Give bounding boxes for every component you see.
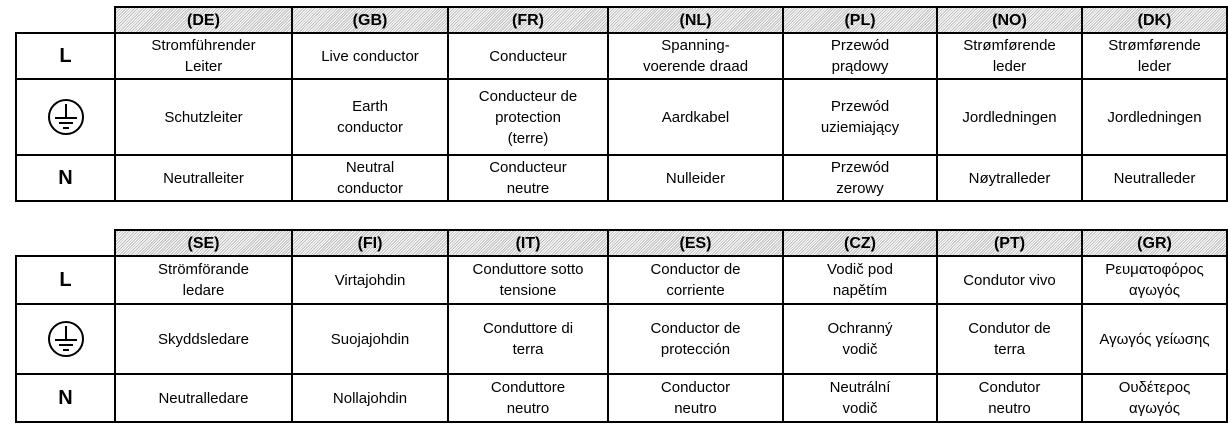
translation-cell: Jordledningen (937, 79, 1082, 155)
translation-cell: Conducteur (448, 33, 608, 79)
language-header: (PT) (937, 230, 1082, 256)
neutral-symbol: N (16, 155, 115, 201)
translation-cell: Suojajohdin (292, 304, 448, 374)
translation-cell: Earth conductor (292, 79, 448, 155)
protective-earth-icon (47, 98, 85, 136)
translation-cell: Conductor neutro (608, 374, 783, 422)
language-header: (ES) (608, 230, 783, 256)
language-header: (NO) (937, 7, 1082, 33)
language-header: (GR) (1082, 230, 1227, 256)
translation-cell: Strömförande ledare (115, 256, 292, 304)
language-header: (GB) (292, 7, 448, 33)
translation-cell: Neutralledare (115, 374, 292, 422)
live-conductor-row (16, 256, 1227, 304)
translation-cell: Neutralleiter (115, 155, 292, 201)
translation-cell: Conducteur de protection (terre) (448, 79, 608, 155)
translation-cell: Neutrální vodič (783, 374, 937, 422)
translation-cell: Virtajohdin (292, 256, 448, 304)
earth-conductor-row (16, 79, 1227, 155)
protective-earth-symbol-cell (16, 79, 115, 155)
language-header: (DK) (1082, 7, 1227, 33)
translation-cell: Ουδέτερος αγωγός (1082, 374, 1227, 422)
translation-cell: Condutor vivo (937, 256, 1082, 304)
translation-cell: Conducteur neutre (448, 155, 608, 201)
translation-cell: Conductor de corriente (608, 256, 783, 304)
translation-cell: Conductor de protección (608, 304, 783, 374)
translation-cell: Neutral conductor (292, 155, 448, 201)
translation-cell: Αγωγός γείωσης (1082, 304, 1227, 374)
conductor-table-1 (15, 6, 1228, 202)
neutral-conductor-row (16, 155, 1227, 201)
header-blank-cell (16, 230, 115, 256)
translation-cell: Ρευματοφόρος αγωγός (1082, 256, 1227, 304)
translation-cell: Live conductor (292, 33, 448, 79)
translation-cell: Vodič pod napětím (783, 256, 937, 304)
protective-earth-symbol-cell (16, 304, 115, 374)
translation-cell: Nollajohdin (292, 374, 448, 422)
live-symbol: L (16, 33, 115, 79)
translation-cell: Przewód zerowy (783, 155, 937, 201)
live-symbol: L (16, 256, 115, 304)
language-header: (FR) (448, 7, 608, 33)
translation-cell: Conduttore di terra (448, 304, 608, 374)
language-header: (FI) (292, 230, 448, 256)
translation-cell: Spanning- voerende draad (608, 33, 783, 79)
translation-cell: Schutzleiter (115, 79, 292, 155)
live-conductor-row (16, 33, 1227, 79)
translation-cell: Neutralleder (1082, 155, 1227, 201)
language-header: (PL) (783, 7, 937, 33)
translation-cell: Skyddsledare (115, 304, 292, 374)
translation-cell: Nulleider (608, 155, 783, 201)
neutral-conductor-row (16, 374, 1227, 422)
translation-cell: Jordledningen (1082, 79, 1227, 155)
language-header: (IT) (448, 230, 608, 256)
translation-cell: Ochranný vodič (783, 304, 937, 374)
language-header-row (16, 7, 1227, 33)
translation-cell: Conduttore neutro (448, 374, 608, 422)
translation-cell: Przewód uziemiający (783, 79, 937, 155)
header-blank-cell (16, 7, 115, 33)
neutral-symbol: N (16, 374, 115, 422)
translation-cell: Stromführender Leiter (115, 33, 292, 79)
protective-earth-icon (47, 320, 85, 358)
translation-cell: Condutor neutro (937, 374, 1082, 422)
conductor-table-2 (15, 229, 1228, 423)
translation-cell: Aardkabel (608, 79, 783, 155)
translation-cell: Conduttore sotto tensione (448, 256, 608, 304)
language-header-row (16, 230, 1227, 256)
language-header: (CZ) (783, 230, 937, 256)
language-header: (NL) (608, 7, 783, 33)
translation-cell: Condutor de terra (937, 304, 1082, 374)
earth-conductor-row (16, 304, 1227, 374)
translation-cell: Strømførende leder (937, 33, 1082, 79)
translation-cell: Przewód prądowy (783, 33, 937, 79)
language-header: (SE) (115, 230, 292, 256)
language-header: (DE) (115, 7, 292, 33)
translation-cell: Nøytralleder (937, 155, 1082, 201)
translation-cell: Strømførende leder (1082, 33, 1227, 79)
